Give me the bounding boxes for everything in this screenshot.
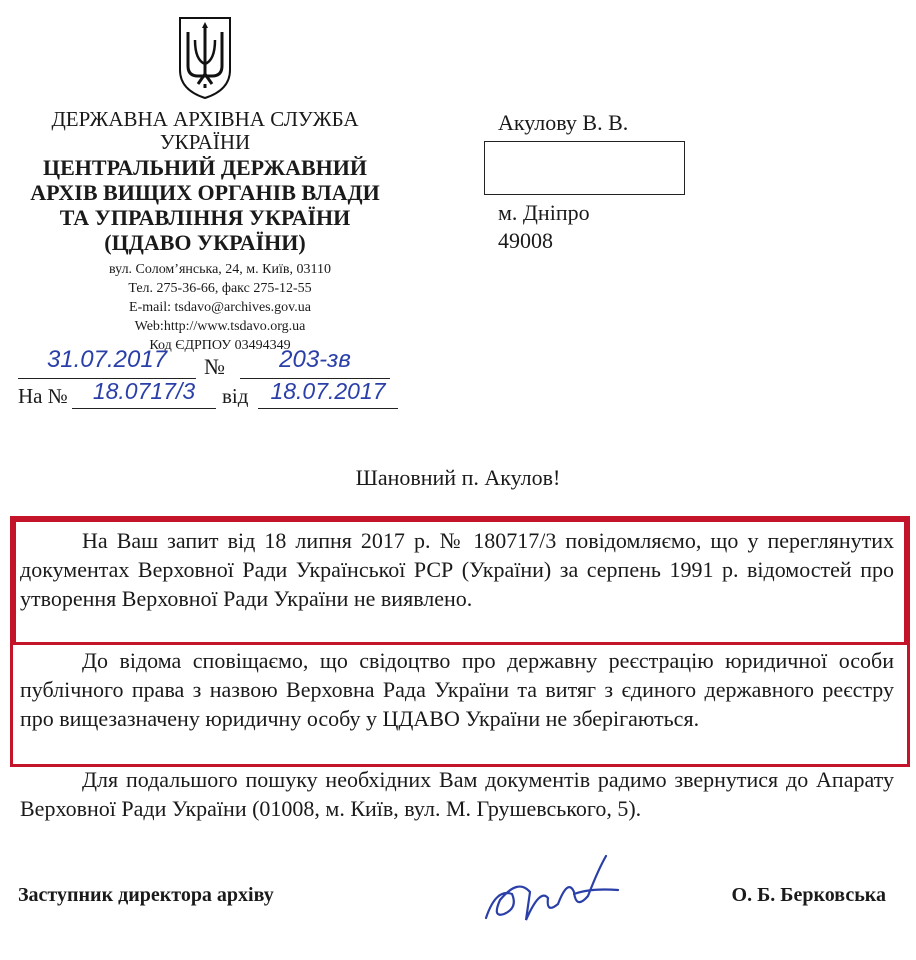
org-name-line2: АРХІВ ВИЩИХ ОРГАНІВ ВЛАДИ xyxy=(30,180,380,205)
service-name-line2: УКРАЇНИ xyxy=(159,130,251,154)
org-email: E-mail: tsdavo@archives.gov.ua xyxy=(129,300,311,315)
org-address: вул. Солом’янська, 24, м. Київ, 03110 xyxy=(109,262,331,277)
handwritten-signature xyxy=(478,848,628,930)
org-name-line4: (ЦДАВО УКРАЇНИ) xyxy=(104,230,306,255)
number-sign: № xyxy=(204,354,225,379)
org-phone: Тел. 275-36-66, факс 275-12-55 xyxy=(128,281,312,296)
reference-date: 18.07.2017 xyxy=(258,378,398,409)
recipient-city: м. Дніпро xyxy=(498,200,590,225)
org-name-line3: ТА УПРАВЛІННЯ УКРАЇНИ xyxy=(59,205,351,230)
body-paragraph-1: На Ваш запит від 18 липня 2017 р. № 180717/3 повідомляємо, що у переглянутих документах Верховної Ради Української РСР (України) за серпень 1991 р. відомостей про утворення Верховної Ради України не виявлено. xyxy=(20,528,894,611)
org-name-line1: ЦЕНТРАЛЬНИЙ ДЕРЖАВНИЙ xyxy=(43,155,367,180)
signer-position: Заступник директора архіву xyxy=(18,884,274,906)
redacted-address-box xyxy=(484,141,685,195)
signer-name: О. Б. Берковська xyxy=(731,884,886,906)
recipient-postcode: 49008 xyxy=(498,228,553,253)
body-paragraph-2: До відома сповіщаємо, що свідоцтво про державну реєстрацію юридичної особи публічного права з назвою Верховна Рада України та витяг з єдиного державного реєстру про вищезазначену юридичну особу у ЦДАВО України не зберігаються. xyxy=(20,648,894,731)
coat-of-arms-icon xyxy=(176,14,234,100)
recipient-name: Акулову В. В. xyxy=(498,110,629,135)
outgoing-number: 203-зв xyxy=(240,346,390,379)
reference-label: На № xyxy=(18,384,68,408)
outgoing-date: 31.07.2017 xyxy=(18,346,196,379)
reference-number: 18.0717/3 xyxy=(72,378,216,409)
from-label: від xyxy=(222,384,249,408)
org-edrpou: Код ЄДРПОУ 03494349 xyxy=(149,338,291,353)
service-name-line1: ДЕРЖАВНА АРХІВНА СЛУЖБА xyxy=(51,107,359,131)
org-web: Web:http://www.tsdavo.org.ua xyxy=(134,319,306,334)
body-paragraph-3: Для подальшого пошуку необхідних Вам документів радимо звернутися до Апарату Верховної Ради України (01008, м. Київ, вул. М. Грушевського, 5). xyxy=(20,767,894,821)
salutation: Шановний п. Акулов! xyxy=(355,465,561,490)
